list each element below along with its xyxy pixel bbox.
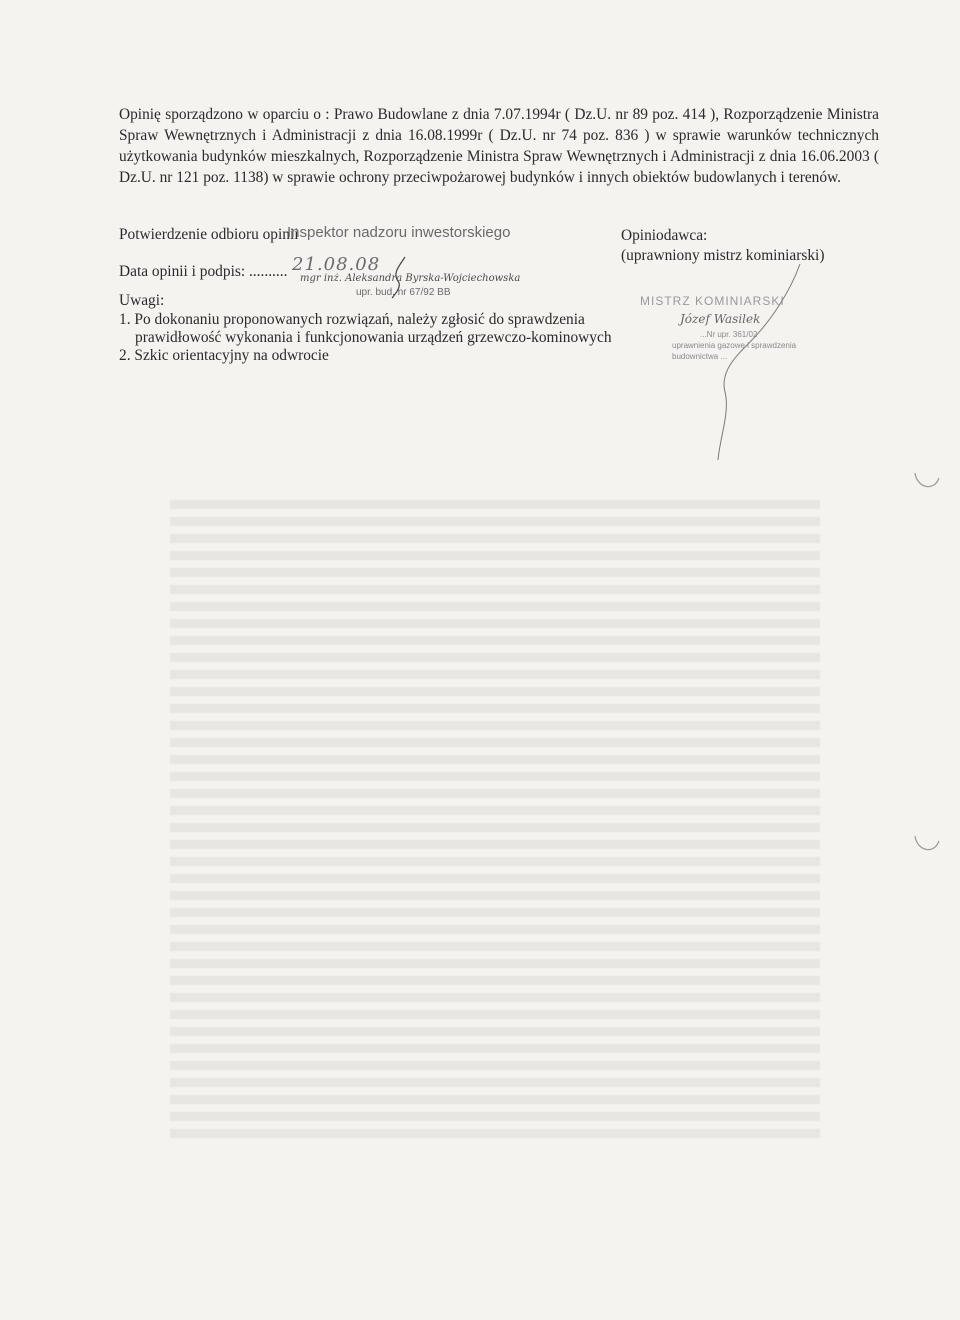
punch-hole-icon [912,470,942,496]
notes-title: Uwagi: [119,292,165,309]
expert-signature-stroke-icon [690,262,830,462]
note-item: prawidłowość wykonania i funkcjonowania urządzeń grzewczo-kominowych [135,329,612,346]
note-item: 1. Po dokonaniu proponowanych rozwiązań, należy zgłosić do sprawdzenia [119,311,585,328]
expert-label: Opiniodawca: [621,227,708,244]
date-signature-label: Data opinii i podpis: .......... [119,263,288,280]
chimney-master-signature: Józef Wasilek [680,312,761,326]
chimney-master-stamp-line1: ...Nr upr. 361/02 [700,330,758,339]
legal-basis-paragraph: Opinię sporządzono w oparciu o : Prawo Budowlane z dnia 7.07.1994r ( Dz.U. nr 89 poz. 414 ), Rozporządzenie Ministra Spraw Wewnętrznych i Administracji z dnia 16.08.1999r ( Dz.U. nr 74 poz. 836 ) w sprawie warunków technicznych użytkowania budynków mieszkalnych, Rozporządzenie Ministra Spraw Wewnętrznych i Administracji z dnia 16.06.2003 ( Dz.U. nr 121 poz. 1138) w sprawie ochrony przeciwpożarowej budynków i innych obiektów budowlanych i terenów. [119,106,879,186]
receipt-confirmation-label: Potwierdzenie odbioru opinii [119,226,299,243]
chimney-master-stamp-line2: uprawnienia gazowe i sprawdzenia [672,341,797,350]
chimney-master-stamp-title: MISTRZ KOMINIARSKI [640,294,785,308]
inspector-stamp-line3: upr. bud. nr 67/92 BB [356,287,451,298]
note-item: 2. Szkic orientacyjny na odwrocie [119,347,329,364]
inspector-signature-icon [380,255,420,300]
inspector-stamp-line1: Inspektor nadzoru inwestorskiego [287,224,511,241]
punch-hole-icon [912,833,942,859]
expert-sublabel: (uprawniony mistrz kominiarski) [621,247,825,264]
reverse-side-bleed-through [170,500,820,1140]
handwritten-date: 21.08.08 [292,254,381,275]
chimney-master-stamp-line3: budownictwa ... [672,352,728,361]
inspector-stamp-line2: mgr inż. Aleksandra Byrska-Wojciechowska [300,273,521,284]
